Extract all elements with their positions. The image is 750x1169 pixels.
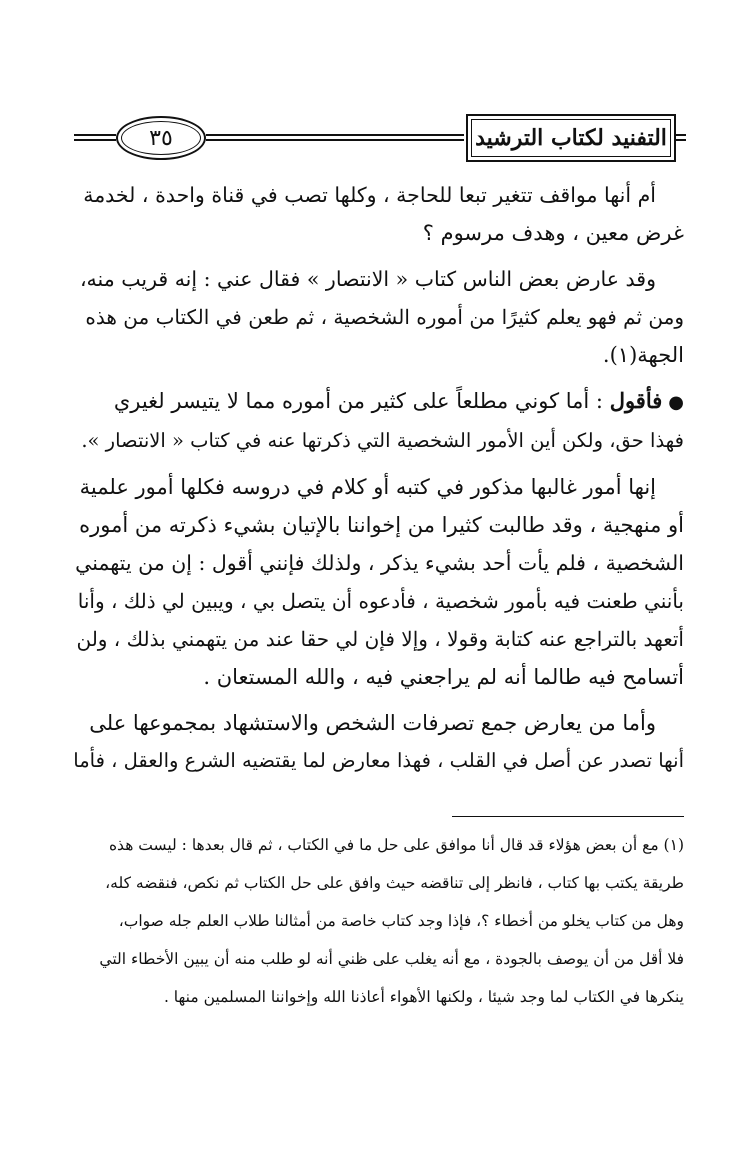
header-rule-middle xyxy=(206,134,464,141)
text-line: غرض معين ، وهدف مرسوم ؟ xyxy=(422,221,684,245)
text-line: وقد عارض بعض الناس كتاب « الانتصار » فقال عني : إنه قريب منه، xyxy=(79,267,656,291)
text-line: بأنني طعنت فيه بأمور شخصية ، فأدعوه أن يتصل بي ، ويبين لي ذلك ، وأنا xyxy=(77,589,684,613)
running-title-box xyxy=(466,114,676,162)
text-line: وأما من يعارض جمع تصرفات الشخص والاستشهاد بمجموعها على xyxy=(89,711,656,735)
footnote-line: فلا أقل من أن يوصف بالجودة ، مع أنه يغلب على ظني أنه لو طلب منه أن يبين الأخطاء التي xyxy=(99,950,684,968)
footnote-line: وهل من كتاب يخلو من أخطاء ؟، فإذا وجد كتاب خاصة من أمثالنا طلاب العلم جله صواب، xyxy=(118,912,684,930)
main-text xyxy=(72,176,684,788)
paragraph-2 xyxy=(72,260,684,374)
footnote-line: طريقة يكتب بها كتاب ، فانظر إلى تناقضه حيث وافق على حل الكتاب ثم نكص، فنقضه كله، xyxy=(105,874,684,892)
page-header xyxy=(74,116,686,164)
text-line: أتعهد بالتراجع عنه كتابة وقولا ، وإلا فإن لي حقا عند من يتهمني بذلك ، ولن xyxy=(76,627,684,651)
paragraph-4 xyxy=(72,468,684,696)
footnote-separator xyxy=(452,816,684,817)
text-line-rest: : أما كوني مطلعاً على كثير من أموره مما لا يتيسر لغيري xyxy=(113,389,603,413)
footnote-line: ينكرها في الكتاب لما وجد شيئا ، ولكنها الأهواء أعاذنا الله وإخواننا المسلمين منها . xyxy=(163,988,684,1006)
paragraph-5 xyxy=(72,704,684,780)
text-line: أو منهجية ، وقد طالبت كثيرا من إخواننا بالإتيان بشيء ذكرته من أموره xyxy=(79,513,684,537)
text-line: أتسامح فيه طالما أنه لم يراجعني فيه ، والله المستعان . xyxy=(203,665,684,689)
text-line xyxy=(72,382,684,422)
header-rule-left xyxy=(74,134,116,141)
page-number-oval xyxy=(116,116,206,160)
lead-word: فأقول xyxy=(609,388,663,413)
text-line: ومن ثم فهو يعلم كثيرًا من أموره الشخصية ، ثم طعن في الكتاب من هذه xyxy=(85,305,684,329)
paragraph-3 xyxy=(72,382,684,460)
text-line: الجهة(١). xyxy=(602,343,684,367)
paragraph-1 xyxy=(72,176,684,252)
running-title: التفنيد لكتاب الترشيد xyxy=(475,125,667,151)
bullet-icon: ● xyxy=(668,392,684,413)
text-line: أنها تصدر عن أصل في القلب ، فهذا معارض لما يقتضيه الشرع والعقل ، فأما xyxy=(73,749,684,772)
text-line: الشخصية ، فلم يأت أحد بشيء يذكر ، ولذلك فإنني أقول : إن من يتهمني xyxy=(75,551,684,575)
header-rule-right xyxy=(676,134,686,141)
text-line: إنها أمور غالبها مذكور في كتبه أو كلام في دروسه فكلها أمور علمية xyxy=(79,475,656,499)
footnote xyxy=(72,826,684,1016)
text-line: أم أنها مواقف تتغير تبعا للحاجة ، وكلها تصب في قناة واحدة ، لخدمة xyxy=(83,183,656,207)
text-line: فهذا حق، ولكن أين الأمور الشخصية التي ذكرتها عنه في كتاب « الانتصار ». xyxy=(81,429,684,452)
page-number: ٣٥ xyxy=(149,125,173,151)
footnote-line: (١) مع أن بعض هؤلاء قد قال أنا موافق على حل ما في الكتاب ، ثم قال بعدها : ليست هذه xyxy=(108,836,684,854)
